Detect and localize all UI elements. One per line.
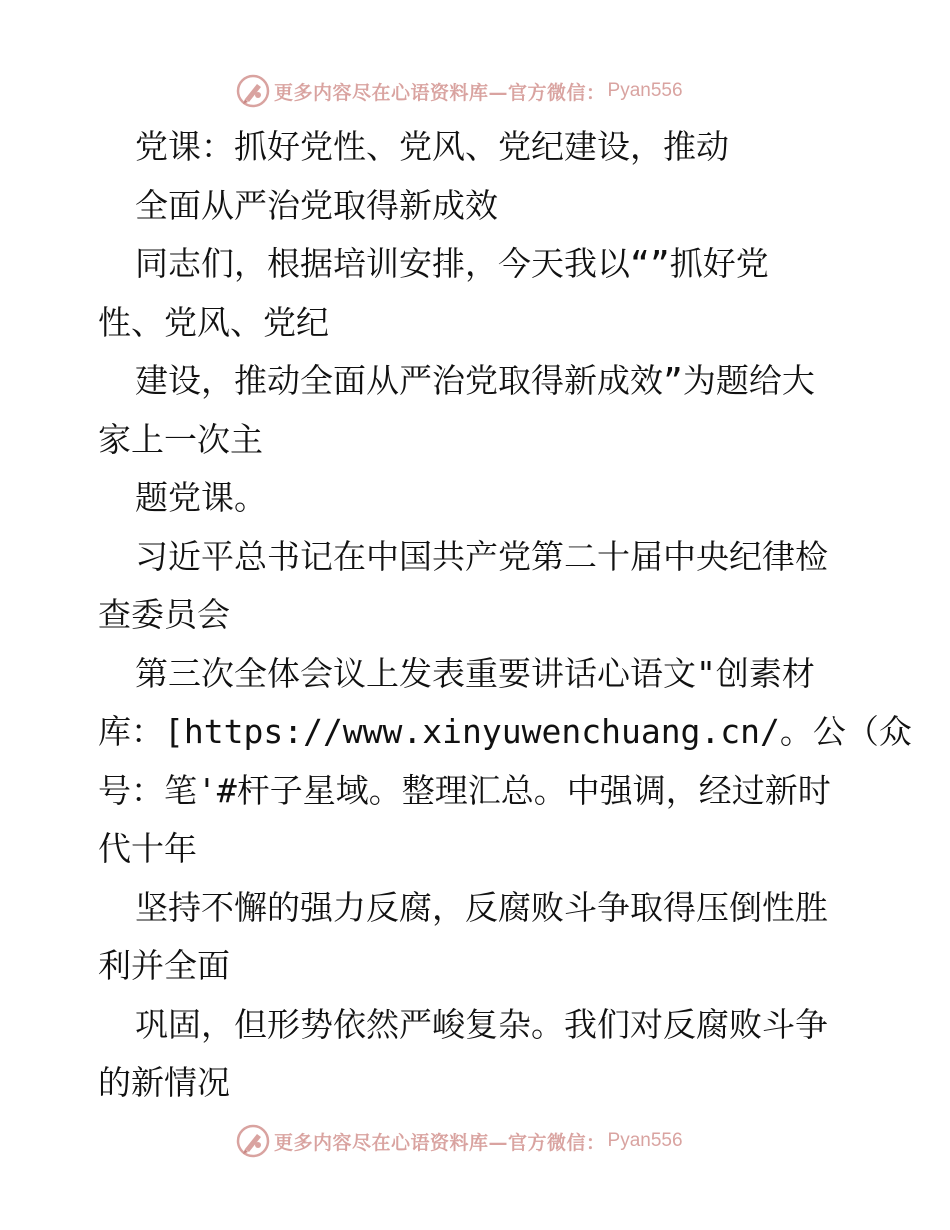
text-line: 库：[https://www.xinyuwenchuang.cn/。公（众 (98, 712, 912, 751)
text-line: 建设，推动全面从严治党取得新成效”为题给大 (135, 361, 815, 400)
text-line: 代十年 (98, 829, 197, 868)
text-line: 性、党风、党纪 (98, 302, 329, 342)
text-line: 坚持不懈的强力反腐，反腐败斗争取得压倒性胜 (135, 887, 828, 927)
text-line: 第三次全体会议上发表重要讲话心语文"创素材 (135, 653, 815, 693)
watermark-text: 更多内容尽在心语资料库—官方微信： (274, 81, 606, 104)
watermark-wechat-id: Pyan556 (607, 80, 683, 101)
text-line: 巩固，但形势依然严峻复杂。我们对反腐败斗争 (135, 1004, 828, 1044)
header-watermark (236, 73, 683, 109)
text-line: 全面从严治党取得新成效 (135, 185, 498, 225)
watermark-text: 更多内容尽在心语资料库—官方微信： (274, 1131, 606, 1154)
footer-watermark (236, 1123, 683, 1159)
text-line: 同志们，根据培训安排，今天我以“”抓好党 (135, 244, 769, 283)
text-line: 党课：抓好党性、党风、党纪建设，推动 (135, 127, 729, 166)
pen-logo-icon (236, 74, 270, 108)
text-line: 查委员会 (98, 595, 230, 634)
document-body (98, 118, 912, 1113)
text-line: 利并全面 (98, 946, 230, 985)
pen-logo-icon (236, 1124, 270, 1158)
text-line: 家上一次主 (98, 419, 263, 459)
text-line: 习近平总书记在中国共产党第二十届中央纪律检 (135, 536, 828, 576)
text-line: 号：笔'#杆子星域。整理汇总。中强调，经过新时 (98, 770, 831, 810)
text-line: 的新情况 (98, 1063, 230, 1102)
watermark-wechat-id: Pyan556 (607, 1130, 683, 1151)
text-line: 题党课。 (135, 478, 267, 517)
